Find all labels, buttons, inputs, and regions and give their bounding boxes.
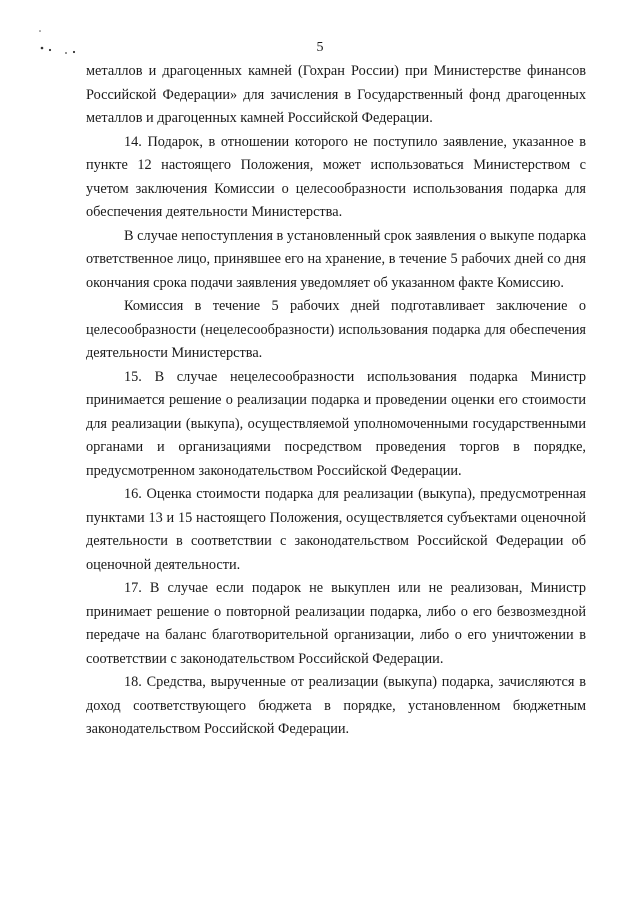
text-line: для реализации (выкупа), осуществляемой уполномоченными государственными	[86, 415, 586, 432]
text-line: передаче на баланс благотворительной организации, либо о его уничтожении в	[86, 627, 586, 643]
text-line: доход соответствующего бюджета в порядке, установленном бюджетным	[86, 697, 586, 714]
paragraph-item-17	[86, 577, 586, 671]
paragraph-item-15	[86, 366, 586, 484]
text-line: 14. Подарок, в отношении которого не поступило заявление, указанное в	[124, 133, 586, 150]
text-line: целесообразности (нецелесообразности) использования подарка для обеспечения	[86, 321, 586, 338]
paragraph-continuation	[86, 60, 586, 131]
text-line: В случае непоступления в установленный срок заявления о выкупе подарка	[124, 227, 587, 244]
text-line: 15. В случае нецелесообразности использования подарка Министр	[124, 368, 586, 385]
document-body	[86, 60, 586, 742]
text-line: Комиссия в течение 5 рабочих дней подготавливает заключение о	[124, 298, 586, 314]
paragraph-commission	[86, 295, 586, 366]
text-line: соответствии с законодательством Российской Федерации.	[86, 650, 444, 667]
text-line: принимается решение о реализации подарка и проведении оценки его стоимости	[86, 392, 586, 408]
text-line: законодательством Российской Федерации.	[86, 721, 350, 737]
text-line: принимает решение о повторной реализации подарка, либо о его безвозмездной	[86, 603, 586, 620]
page-number: 5	[316, 40, 324, 55]
text-line: 16. Оценка стоимости подарка для реализации (выкупа), предусмотренная	[124, 486, 586, 502]
text-line: ответственное лицо, принявшее его на хранение, в течение 5 рабочих дней со дня	[86, 251, 586, 267]
text-line: 18. Средства, вырученные от реализации (выкупа) подарка, зачисляются в	[124, 674, 586, 690]
text-line: пунктами 13 и 15 настоящего Положения, осуществляется субъектами оценочной	[86, 509, 586, 526]
paragraph-non-receipt	[86, 225, 586, 296]
text-line: учетом заключения Комиссии о целесообразности использования подарка для	[86, 180, 586, 197]
text-line: предусмотренном законодательством Российской Федерации.	[86, 462, 462, 479]
text-line: деятельности в соответствии с законодательством Российской Федерации об	[86, 533, 586, 549]
text-line: металлов и драгоценных камней (Гохран России) при Министерстве финансов	[86, 63, 586, 79]
text-line: оценочной деятельности.	[86, 556, 241, 573]
paragraph-item-14	[86, 131, 586, 225]
text-line: обеспечения деятельности Министерства.	[86, 204, 343, 220]
text-line: органами и организациями посредством проведения торгов в порядке,	[86, 439, 586, 455]
text-line: деятельности Министерства.	[86, 345, 263, 361]
paragraph-item-18	[86, 671, 586, 742]
text-line: пункте 12 настоящего Положения, может использоваться Министерством с	[86, 157, 586, 173]
text-line: Российской Федерации» для зачисления в Государственный фонд драгоценных	[86, 86, 586, 103]
text-line: 17. В случае если подарок не выкуплен или не реализован, Министр	[124, 580, 586, 596]
text-line: окончания срока подачи заявления уведомляет об указанном факте Комиссию.	[86, 274, 564, 291]
text-line: металлов и драгоценных камней Российской Федерации.	[86, 110, 433, 126]
paragraph-item-16	[86, 483, 586, 577]
